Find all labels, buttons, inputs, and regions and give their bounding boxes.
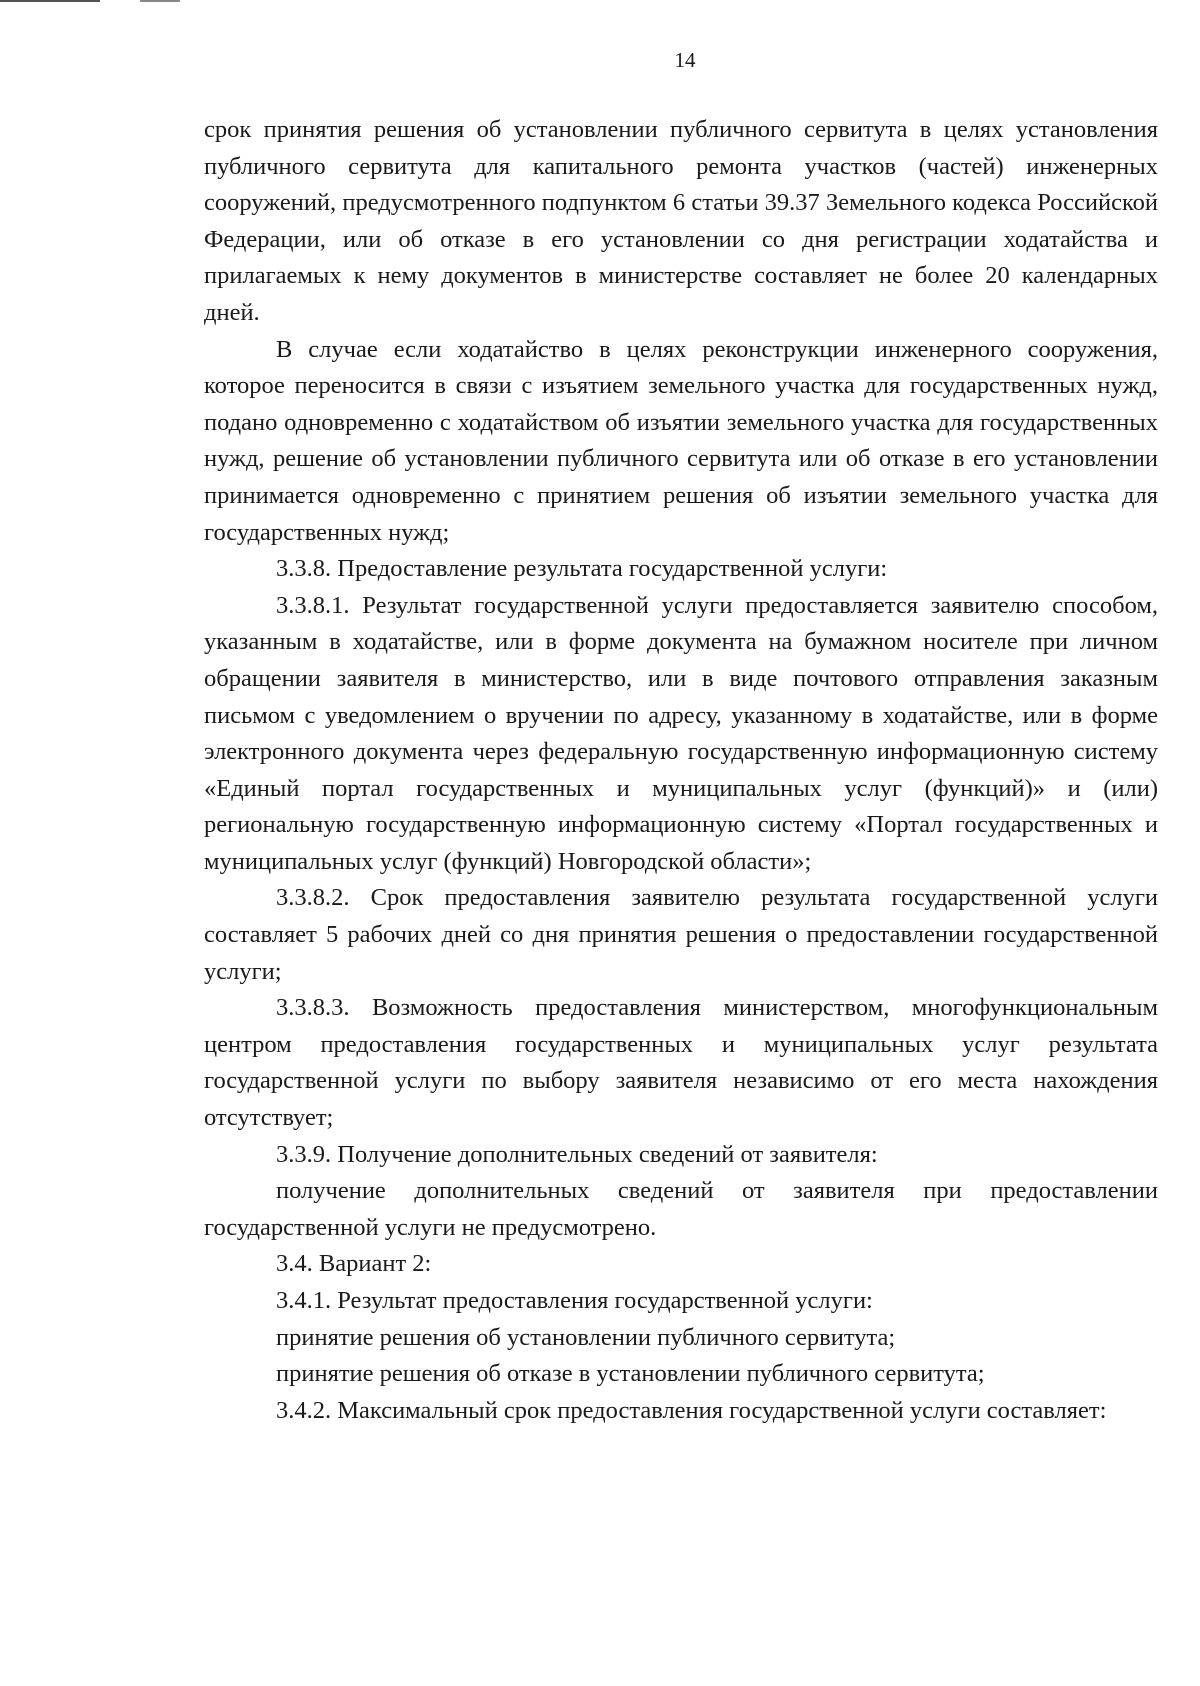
section-heading: 3.3.8. Предоставление результата государственной услуги: — [276, 555, 888, 583]
paragraph: 3.3.8.3. Возможность предоставления министерством, многофункциональным центром предоставления государственных и муниципальных услуг результата государственной услуги по выбору заявителя независимо от его места нахождения отсутствует; — [204, 994, 1158, 1132]
section-heading: 3.4.1. Результат предоставления государственной услуги: — [276, 1287, 873, 1314]
list-item: принятие решения об установлении публичного сервитута; — [276, 1323, 896, 1351]
scan-edge-mark — [0, 0, 100, 2]
list-item: принятие решения об отказе в установлении публичного сервитута; — [276, 1360, 985, 1388]
paragraph: В случае если ходатайство в целях реконструкции инженерного сооружения, которое переносится в связи с изъятием земельного участка для государственных нужд, подано одновременно с ходатайством об изъятии земельного участка для государственных нужд, решение об установлении публичного сервитута или об отказе в его установлении принимается одновременно с принятием решения об изъятии земельного участка для государственных нужд; — [204, 335, 1158, 546]
paragraph: срок принятия решения об установлении публичного сервитута в целях установления публичного сервитута для капитального ремонта участков (частей) инженерных сооружений, предусмотренного подпунктом 6 статьи 39.37 Земельного кодекса Российской Федерации, или об отказе в его установлении со дня регистрации ходатайства и прилагаемых к нему документов в министерстве составляет не более 20 календарных дней. — [204, 116, 1158, 326]
section-heading: 3.4. Вариант 2: — [276, 1250, 432, 1278]
scan-edge-mark — [140, 0, 180, 2]
paragraph: 3.4.2. Максимальный срок предоставления государственной услуги составляет: — [276, 1396, 1107, 1424]
section-heading: 3.3.9. Получение дополнительных сведений от заявителя: — [276, 1140, 878, 1168]
paragraph: 3.3.8.2. Срок предоставления заявителю результата государственной услуги составляет 5 рабочих дней со дня принятия решения о предоставлении государственной услуги; — [204, 884, 1158, 985]
page-number: 14 — [674, 48, 696, 72]
document-body — [204, 112, 1158, 1429]
paragraph: 3.3.8.1. Результат государственной услуги предоставляется заявителю способом, указанным в ходатайстве, или в форме документа на бумажном носителе при личном обращении заявителя в министерство, или в виде почтового отправления заказным письмом с уведомлением о вручении по адресу, указанному в ходатайстве, или в форме электронного документа через федеральную государственную информационную систему «Единый портал государственных и муниципальных услуг (функций)» и (или) региональную государственную информационную систему «Портал государственных и муниципальных услуг (функций) Новгородской области»; — [204, 591, 1158, 875]
paragraph: получение дополнительных сведений от заявителя при предоставлении государственной услуги не предусмотрено. — [204, 1177, 1158, 1241]
